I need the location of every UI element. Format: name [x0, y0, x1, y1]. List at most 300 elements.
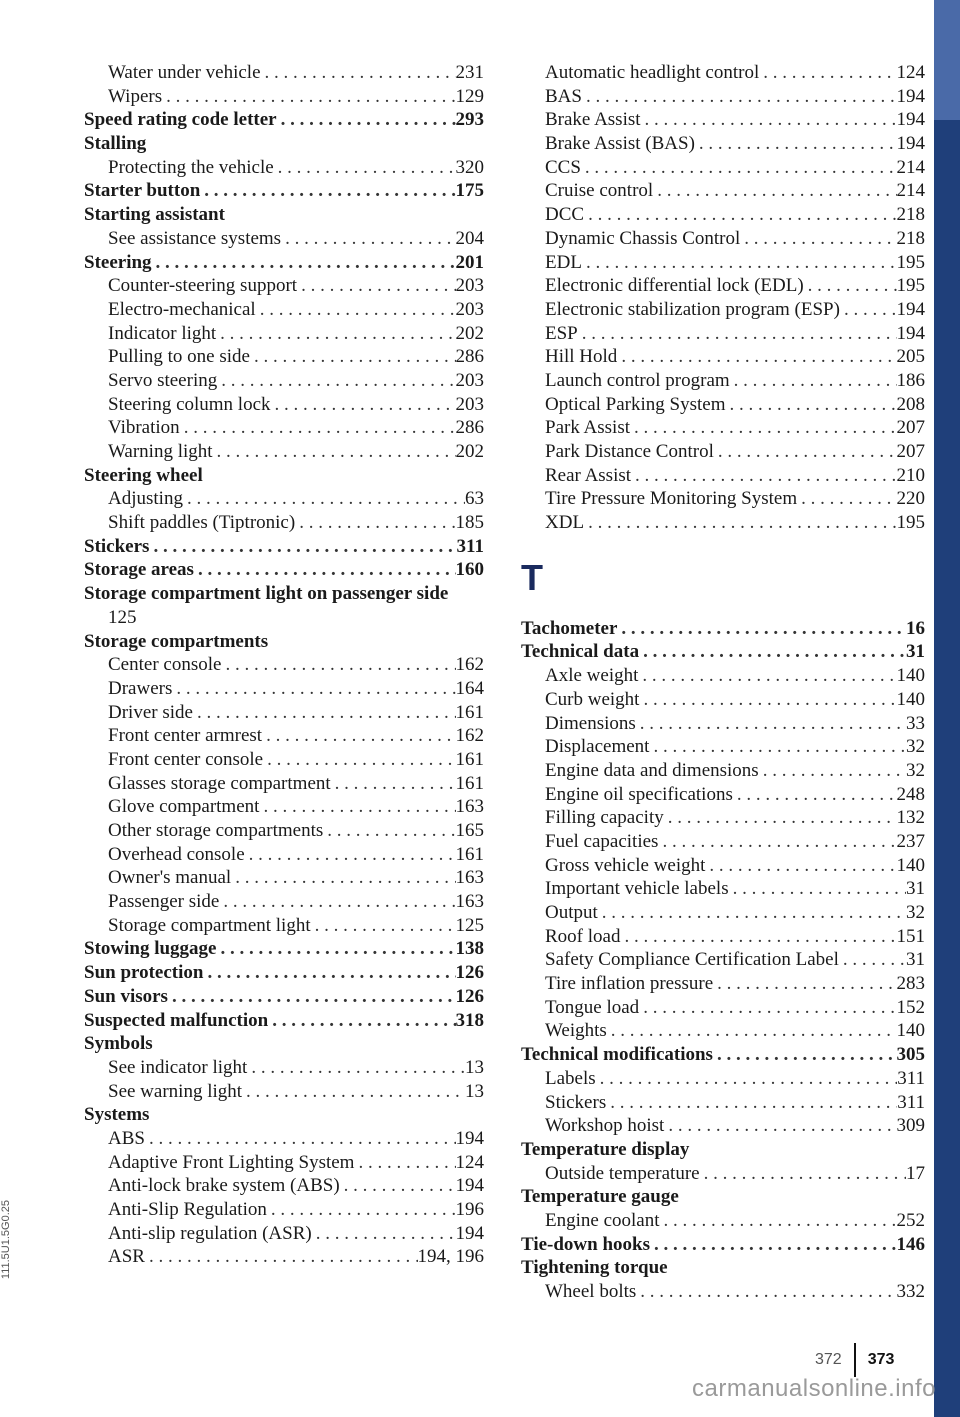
index-term: Indicator light [108, 322, 217, 344]
index-term: Launch control program [545, 369, 730, 391]
index-term: Electronic stabilization program (ESP) [545, 298, 840, 320]
index-heading [521, 1138, 925, 1162]
dot-leader [245, 843, 456, 867]
index-term: Sun visors [84, 985, 168, 1007]
index-entry [84, 819, 484, 843]
index-entry [521, 759, 925, 783]
page-reference: 194 [455, 1127, 484, 1149]
dot-leader [700, 1162, 906, 1186]
dot-leader [145, 1127, 456, 1151]
index-term: 125 [108, 606, 137, 628]
index-entry [84, 866, 484, 890]
dot-leader [221, 653, 455, 677]
dot-leader [247, 1056, 465, 1080]
page-reference: 165 [455, 820, 484, 841]
index-term: Stowing luggage [84, 938, 217, 960]
index-entry [84, 795, 484, 819]
index-entry [84, 156, 484, 180]
index-term: Tire inflation pressure [545, 973, 714, 995]
dot-leader [193, 701, 456, 725]
index-entry [84, 393, 484, 417]
index-heading [84, 961, 484, 985]
index-term: Fuel capacities [545, 830, 659, 852]
index-column-left [84, 61, 484, 1269]
index-entry [521, 345, 925, 369]
index-term: Displacement [545, 736, 650, 758]
page-reference: 332 [896, 1281, 925, 1302]
index-term: Brake Assist [545, 109, 641, 131]
index-entry [84, 322, 484, 346]
index-heading [521, 640, 925, 664]
index-term: Tachometer [521, 617, 618, 639]
index-term: Cruise control [545, 180, 654, 202]
index-entry [84, 724, 484, 748]
page-reference: 16 [906, 617, 925, 639]
watermark: carmanualsonline.info [692, 1375, 936, 1402]
index-entry [521, 274, 925, 298]
index-term: Overhead console [108, 843, 245, 865]
dot-leader [581, 156, 897, 180]
page-reference: 126 [455, 985, 484, 1007]
index-entry [84, 487, 484, 511]
page-reference: 194 [896, 109, 925, 131]
section-letter-t: T [521, 556, 543, 598]
dot-leader [649, 735, 906, 759]
dot-leader [650, 1233, 896, 1257]
page-reference: 151 [896, 925, 925, 947]
index-term: Stickers [545, 1091, 607, 1113]
dot-leader [733, 783, 897, 807]
page-divider [854, 1343, 856, 1377]
page-reference: 194 [896, 85, 925, 107]
index-entry [521, 735, 925, 759]
page-reference: 162 [455, 725, 484, 747]
index-entry [521, 487, 925, 511]
dot-leader [584, 511, 896, 535]
page-numbers [815, 1343, 894, 1377]
index-term: See warning light [108, 1080, 243, 1102]
index-heading [84, 1009, 484, 1033]
dot-leader [631, 464, 896, 488]
index-term: Axle weight [545, 665, 639, 687]
page-reference: 248 [896, 783, 925, 805]
dot-leader [630, 416, 897, 440]
right-page-number: 373 [867, 1351, 895, 1368]
index-heading [521, 1233, 925, 1257]
dot-leader [584, 203, 896, 227]
index-entry [521, 61, 925, 85]
index-entry [84, 1222, 484, 1246]
page-reference: 152 [896, 996, 925, 1018]
index-entry [84, 1080, 484, 1104]
dot-leader [200, 179, 455, 203]
index-heading [84, 251, 484, 275]
dot-leader [713, 972, 896, 996]
index-entry [84, 274, 484, 298]
index-term: Workshop hoist [545, 1115, 665, 1137]
dot-leader [617, 617, 906, 641]
index-term: Curb weight [545, 688, 640, 710]
index-term: Dynamic Chassis Control [545, 227, 741, 249]
dot-leader [340, 1174, 456, 1198]
page-reference: 203 [455, 275, 484, 297]
index-entry [84, 1127, 484, 1151]
index-term: Center console [108, 654, 222, 676]
page-reference: 214 [896, 180, 925, 202]
index-term: Drawers [108, 677, 173, 699]
dot-leader [256, 298, 456, 322]
index-term: Front center console [108, 748, 264, 770]
index-term: Tire Pressure Monitoring System [545, 488, 798, 510]
index-term: Engine data and dimensions [545, 759, 759, 781]
page-reference: 31 [906, 949, 925, 971]
page-reference: 186 [896, 369, 925, 391]
dot-leader [194, 558, 456, 582]
section-tab-bar [934, 0, 960, 1417]
dot-leader [145, 1245, 418, 1269]
page-reference: 124 [455, 1151, 484, 1173]
index-heading [84, 985, 484, 1009]
index-heading [84, 464, 484, 488]
dot-leader [729, 877, 906, 901]
index-entry [84, 890, 484, 914]
index-term: Stalling [84, 133, 147, 155]
index-term: Dimensions [545, 712, 636, 734]
page-reference: 252 [896, 1209, 925, 1231]
page-reference: 305 [896, 1044, 925, 1066]
index-term: Systems [84, 1104, 150, 1126]
index-heading [521, 1185, 925, 1209]
page-reference: 283 [896, 973, 925, 995]
index-entry [521, 108, 925, 132]
dot-leader [639, 688, 896, 712]
dot-leader [639, 996, 896, 1020]
page-reference: 195 [896, 512, 925, 534]
index-entry [84, 440, 484, 464]
dot-leader [217, 369, 455, 393]
dot-leader [660, 1209, 897, 1233]
page-reference: 194 [455, 1175, 484, 1197]
index-term: Anti-slip regulation (ASR) [108, 1222, 312, 1244]
index-term: Sun protection [84, 962, 204, 984]
page-reference: 237 [896, 830, 925, 852]
dot-leader [295, 511, 455, 535]
dot-leader [638, 664, 896, 688]
index-entry [84, 1151, 484, 1175]
left-page-number: 372 [815, 1351, 842, 1368]
dot-leader [216, 322, 455, 346]
index-entry [84, 606, 484, 630]
index-term: Protecting the vehicle [108, 156, 274, 178]
index-entry [521, 464, 925, 488]
index-term: Servo steering [108, 369, 218, 391]
index-entry [84, 511, 484, 535]
dot-leader [641, 108, 897, 132]
index-entry [521, 664, 925, 688]
dot-leader [740, 227, 896, 251]
index-entry [521, 877, 925, 901]
page-reference: 31 [906, 878, 925, 900]
dot-leader [312, 1222, 456, 1246]
index-heading [84, 108, 484, 132]
index-term: Counter-steering support [108, 275, 298, 297]
page-reference: 161 [455, 701, 484, 723]
index-heading [521, 1256, 925, 1280]
page-reference: 32 [906, 759, 925, 781]
index-entry [84, 677, 484, 701]
page-reference: 163 [455, 891, 484, 913]
index-entry [521, 85, 925, 109]
dot-leader [840, 298, 897, 322]
index-entry [84, 369, 484, 393]
index-term: Steering wheel [84, 464, 203, 486]
page-reference: 140 [896, 688, 925, 710]
dot-leader [730, 369, 897, 393]
dot-leader [261, 61, 456, 85]
page-reference: 195 [896, 275, 925, 297]
index-term: Storage compartments [84, 630, 269, 652]
index-entry [84, 914, 484, 938]
index-term: Shift paddles (Tiptronic) [108, 512, 296, 534]
index-term: Glasses storage compartment [108, 772, 331, 794]
index-term: Tie-down hooks [521, 1233, 651, 1255]
index-term: EDL [545, 251, 582, 273]
page-reference: 140 [896, 1020, 925, 1042]
index-term: Tongue load [545, 996, 640, 1018]
dot-leader [268, 1009, 455, 1033]
dot-leader [203, 961, 455, 985]
page-reference: 311 [456, 535, 484, 557]
index-term: Engine oil specifications [545, 783, 733, 805]
index-entry [521, 901, 925, 925]
index-entry [84, 416, 484, 440]
index-term: Stickers [84, 535, 150, 557]
index-entry [521, 688, 925, 712]
index-entry [521, 972, 925, 996]
page-reference: 32 [906, 736, 925, 758]
dot-leader [658, 830, 896, 854]
index-entry [521, 179, 925, 203]
index-term: Pulling to one side [108, 346, 250, 368]
index-heading [84, 132, 484, 156]
index-entry [521, 440, 925, 464]
dot-leader [183, 487, 465, 511]
index-term: Anti-Slip Regulation [108, 1199, 267, 1220]
page-reference: 205 [896, 346, 925, 368]
index-entry [521, 1019, 925, 1043]
index-entry [521, 251, 925, 275]
index-entry [84, 1056, 484, 1080]
index-term: Anti-lock brake system (ABS) [108, 1175, 340, 1197]
dot-leader [620, 925, 896, 949]
dot-leader [713, 1043, 897, 1067]
index-term: Electro-mechanical [108, 298, 256, 320]
index-term: Electronic differential lock (EDL) [545, 275, 804, 297]
index-entry [521, 712, 925, 736]
page-reference: 202 [455, 441, 484, 462]
index-entry [521, 1067, 925, 1091]
page-reference: 125 [455, 914, 484, 936]
dot-leader [759, 61, 896, 85]
index-term: ASR [108, 1246, 145, 1268]
page-reference: 196 [455, 1199, 484, 1220]
page-reference: 194 [896, 322, 925, 344]
page-reference: 161 [455, 748, 484, 770]
index-entry [521, 806, 925, 830]
dot-leader [839, 948, 906, 972]
dot-leader [598, 901, 906, 925]
index-term: Outside temperature [545, 1162, 700, 1184]
index-term: Optical Parking System [545, 393, 726, 415]
page-reference: 207 [896, 417, 925, 439]
index-entry [84, 748, 484, 772]
page-reference: 203 [455, 369, 484, 391]
page-reference: 202 [455, 322, 484, 344]
index-term: Adaptive Front Lighting System [108, 1151, 355, 1173]
index-entry [521, 369, 925, 393]
dot-leader [578, 322, 897, 346]
index-heading [84, 937, 484, 961]
index-entry [521, 203, 925, 227]
index-term: Rear Assist [545, 464, 632, 486]
index-entry [84, 1245, 484, 1269]
index-entry [84, 298, 484, 322]
dot-leader [213, 440, 456, 464]
page-reference: 286 [455, 417, 484, 439]
page-reference: 218 [896, 227, 925, 249]
page-reference: 32 [906, 902, 925, 923]
dot-leader [639, 640, 906, 664]
index-entry [84, 85, 484, 109]
page-reference: 126 [455, 962, 484, 984]
dot-leader [695, 132, 897, 156]
page-reference: 17 [906, 1162, 925, 1184]
dot-leader [354, 1151, 455, 1175]
index-term: Wheel bolts [545, 1281, 637, 1302]
page-reference: 31 [906, 641, 925, 663]
index-term: Storage areas [84, 559, 194, 581]
page-reference: 161 [455, 772, 484, 794]
index-term: Temperature gauge [521, 1186, 679, 1208]
page-reference: 162 [455, 654, 484, 676]
index-term: Weights [545, 1020, 607, 1042]
dot-leader [219, 890, 455, 914]
index-term: Filling capacity [545, 807, 664, 829]
page-reference: 320 [455, 156, 484, 178]
page-reference: 208 [896, 393, 925, 415]
index-heading [84, 179, 484, 203]
dot-leader [617, 345, 896, 369]
index-term: Technical modifications [521, 1044, 713, 1066]
index-entry [84, 1198, 484, 1222]
dot-leader [277, 108, 456, 132]
index-term: Starter button [84, 180, 201, 202]
index-term: Symbols [84, 1033, 153, 1055]
page-reference: 13 [465, 1080, 484, 1102]
dot-leader [636, 712, 906, 736]
dot-leader [149, 535, 456, 559]
index-entry [521, 1114, 925, 1138]
index-term: XDL [545, 512, 585, 534]
dot-leader [217, 937, 456, 961]
dot-leader [607, 1019, 897, 1043]
dot-leader [250, 345, 456, 369]
dot-leader [323, 819, 455, 843]
page-reference: 318 [455, 1009, 484, 1031]
page-reference: 140 [896, 665, 925, 687]
section-tab-highlight [934, 0, 960, 120]
index-heading [84, 582, 484, 606]
page-reference: 218 [896, 204, 925, 226]
dot-leader [705, 854, 896, 878]
index-heading [84, 1032, 484, 1056]
dot-leader [180, 416, 456, 440]
dot-leader [271, 393, 456, 417]
dot-leader [759, 759, 906, 783]
index-term: Owner's manual [108, 867, 232, 889]
index-term: Park Distance Control [545, 441, 714, 462]
index-term: Steering column lock [108, 393, 271, 415]
dot-leader [653, 179, 896, 203]
page-reference: 161 [455, 843, 484, 865]
index-term: Warning light [108, 441, 213, 462]
index-entry [521, 996, 925, 1020]
index-term: See indicator light [108, 1056, 248, 1078]
dot-leader [242, 1080, 465, 1104]
dot-leader [596, 1067, 898, 1091]
index-heading [84, 203, 484, 227]
index-column-right [521, 61, 925, 1304]
dot-leader [274, 156, 456, 180]
page-reference: 194, 196 [417, 1246, 484, 1268]
page-reference: 293 [455, 109, 484, 131]
index-term: Labels [545, 1067, 596, 1089]
index-entry [521, 854, 925, 878]
index-term: ABS [108, 1127, 145, 1149]
page-reference: 138 [455, 938, 484, 960]
index-entry [84, 1174, 484, 1198]
index-term: CCS [545, 156, 581, 178]
dot-leader [606, 1091, 897, 1115]
page-reference: 140 [896, 854, 925, 876]
index-term: BAS [545, 85, 582, 107]
index-term: Technical data [521, 641, 640, 663]
dot-leader [263, 748, 455, 772]
index-entry [521, 416, 925, 440]
page-reference: 194 [896, 133, 925, 155]
index-entry [521, 156, 925, 180]
dot-leader [664, 806, 897, 830]
dot-leader [664, 1114, 896, 1138]
page-reference: 311 [897, 1067, 925, 1089]
page-reference: 132 [896, 807, 925, 829]
dot-leader [267, 1198, 456, 1222]
index-entry [521, 925, 925, 949]
dot-leader [331, 772, 456, 796]
dot-leader [582, 85, 897, 109]
index-heading [84, 1103, 484, 1127]
page-reference: 311 [897, 1091, 925, 1113]
page-reference: 231 [455, 62, 484, 83]
page-reference: 195 [896, 251, 925, 273]
index-entry [521, 783, 925, 807]
index-entry [521, 1162, 925, 1186]
index-term: Hill Hold [545, 346, 618, 368]
index-entry [521, 948, 925, 972]
dot-leader [168, 985, 456, 1009]
index-term: Glove compartment [108, 796, 260, 818]
page-reference: 201 [455, 251, 484, 273]
